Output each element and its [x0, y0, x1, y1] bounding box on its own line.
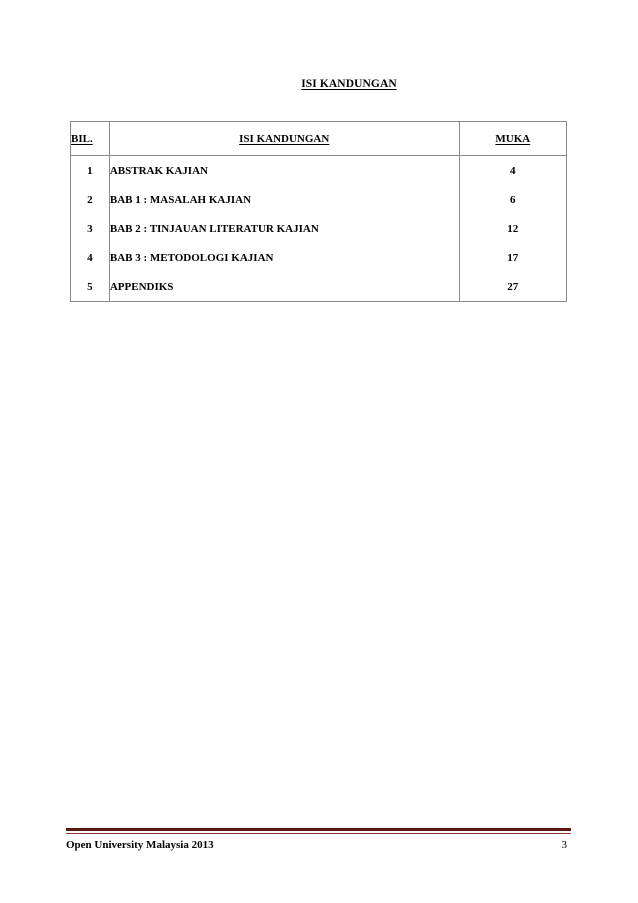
table-row [71, 214, 567, 243]
row-number: 4 [71, 243, 110, 272]
table-row [71, 156, 567, 186]
row-number: 5 [71, 272, 110, 302]
table-row [71, 185, 567, 214]
footer-institution: Open University Malaysia 2013 [66, 839, 214, 851]
table-header-row [71, 122, 567, 156]
row-page: 27 [459, 272, 566, 302]
row-page: 4 [459, 156, 566, 186]
column-header-muka: MUKA [459, 122, 566, 156]
table-row [71, 243, 567, 272]
row-page: 6 [459, 185, 566, 214]
column-header-bil: BIL. [71, 122, 110, 156]
row-number: 1 [71, 156, 110, 186]
column-header-isi-kandungan: ISI KANDUNGAN [109, 122, 459, 156]
row-content: APPENDIKS [109, 272, 459, 302]
row-content: BAB 1 : MASALAH KAJIAN [109, 185, 459, 214]
footer-page-number: 3 [561, 839, 567, 851]
row-page: 12 [459, 214, 566, 243]
row-page: 17 [459, 243, 566, 272]
row-number: 2 [71, 185, 110, 214]
table-of-contents [70, 121, 567, 302]
row-content: ABSTRAK KAJIAN [109, 156, 459, 186]
row-number: 3 [71, 214, 110, 243]
table-row [71, 272, 567, 302]
page-title: ISI KANDUNGAN [301, 78, 397, 90]
row-content: BAB 3 : METODOLOGI KAJIAN [109, 243, 459, 272]
footer-divider [66, 828, 571, 834]
row-content: BAB 2 : TINJAUAN LITERATUR KAJIAN [109, 214, 459, 243]
